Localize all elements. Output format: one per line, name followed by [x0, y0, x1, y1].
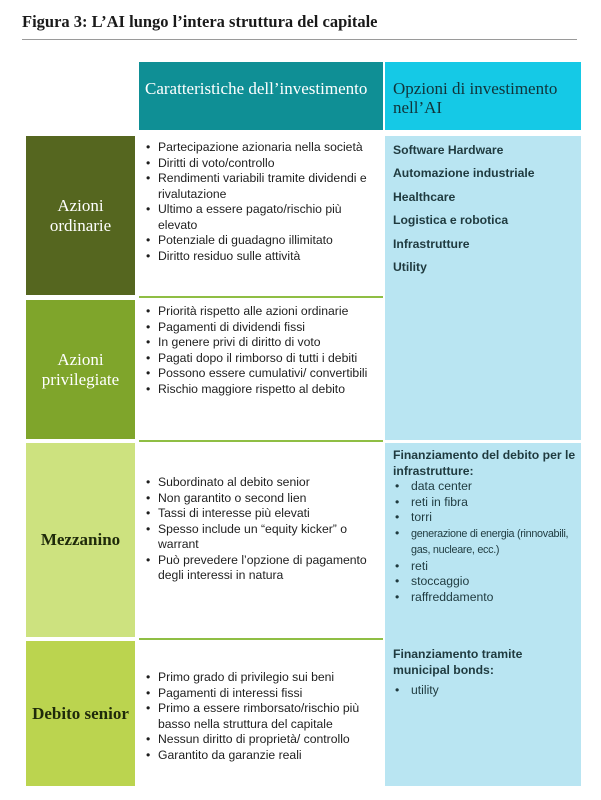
list-item: • Pagamenti di dividendi fissi [139, 320, 383, 336]
row-divider [139, 440, 383, 442]
list-item: • Diritto residuo sulle attività [139, 249, 383, 265]
list-item: • torri [393, 510, 579, 526]
option-item: Utility [393, 259, 427, 274]
row-label-debito-senior: Debito senior [26, 641, 135, 786]
row-label-azioni-ordinarie: Azioni ordinarie [26, 136, 135, 295]
list-item: • Partecipazione azionaria nella società [139, 140, 383, 156]
figure-title: Figura 3: L’AI lungo l’intera struttura del capitale [22, 12, 378, 31]
list-item: • Rendimenti variabili tramite dividendi e rivalutazione [139, 171, 383, 202]
list-item-text: generazione di energia (rinnovabili, gas, nucleare, ecc.) [411, 527, 569, 556]
list-item: • Possono essere cumulativi/ convertibili [139, 366, 383, 382]
characteristics-list-mezzanino [139, 475, 383, 584]
option-item: Healthcare [393, 189, 456, 204]
list-item: • In genere privi di diritto di voto [139, 335, 383, 351]
header-characteristics: Caratteristiche dell’investimento [139, 62, 383, 130]
title-rule [22, 39, 577, 40]
row-divider [139, 296, 383, 298]
characteristics-list-azioni-ordinarie [139, 140, 383, 264]
debt-financing-block [393, 448, 579, 605]
list-item: • Tassi di interesse più elevati [139, 506, 383, 522]
list-item: • Garantito da garanzie reali [139, 748, 383, 764]
list-item: • Diritti di voto/controllo [139, 156, 383, 172]
list-item: • stoccaggio [393, 574, 579, 590]
equity-options-list [393, 142, 535, 282]
municipal-bonds-block [393, 647, 579, 699]
list-item: • Nessun diritto di proprietà/ controllo [139, 732, 383, 748]
list-item: • reti [393, 559, 579, 575]
list-item: • Pagati dopo il rimborso di tutti i debiti [139, 351, 383, 367]
list-item [393, 526, 579, 559]
option-item: Logistica e robotica [393, 213, 509, 228]
municipal-bonds-heading: Finanziamento tramite municipal bonds: [393, 647, 523, 677]
row-divider [139, 638, 383, 640]
options-panel [385, 136, 581, 786]
list-item: • Potenziale di guadagno illimitato [139, 233, 383, 249]
option-item: Software Hardware [393, 143, 504, 157]
list-item: • Rischio maggiore rispetto al debito [139, 382, 383, 398]
list-item: • Non garantito o second lien [139, 491, 383, 507]
list-item: • reti in fibra [393, 495, 579, 511]
list-item: • Subordinato al debito senior [139, 475, 383, 491]
list-item: • Ultimo a essere pagato/rischio più elevato [139, 202, 383, 233]
option-item: Infrastrutture [393, 236, 470, 251]
panel-divider [385, 440, 581, 443]
list-item: • Primo a essere rimborsato/rischio più basso nella struttura del capitale [139, 701, 383, 732]
row-label-azioni-privilegiate: Azioni privilegiate [26, 300, 135, 439]
list-item: • data center [393, 479, 579, 495]
list-item: • Può prevedere l’opzione di pagamento degli interessi in natura [139, 553, 383, 584]
characteristics-list-azioni-privilegiate [139, 304, 383, 397]
list-item: • Pagamenti di interessi fissi [139, 686, 383, 702]
list-item: • utility [393, 683, 579, 699]
row-label-mezzanino: Mezzanino [26, 443, 135, 637]
list-item: • Priorità rispetto alle azioni ordinarie [139, 304, 383, 320]
list-item: • Primo grado di privilegio sui beni [139, 670, 383, 686]
option-item: Automazione industriale [393, 166, 535, 181]
header-options: Opzioni di investimento nell’AI [385, 62, 581, 130]
list-item: • Spesso include un “equity kicker” o warrant [139, 522, 383, 553]
characteristics-list-debito-senior [139, 670, 383, 763]
debt-financing-heading: Finanziamento del debito per le infrastrutture: [393, 448, 576, 478]
list-item: • raffreddamento [393, 590, 579, 606]
